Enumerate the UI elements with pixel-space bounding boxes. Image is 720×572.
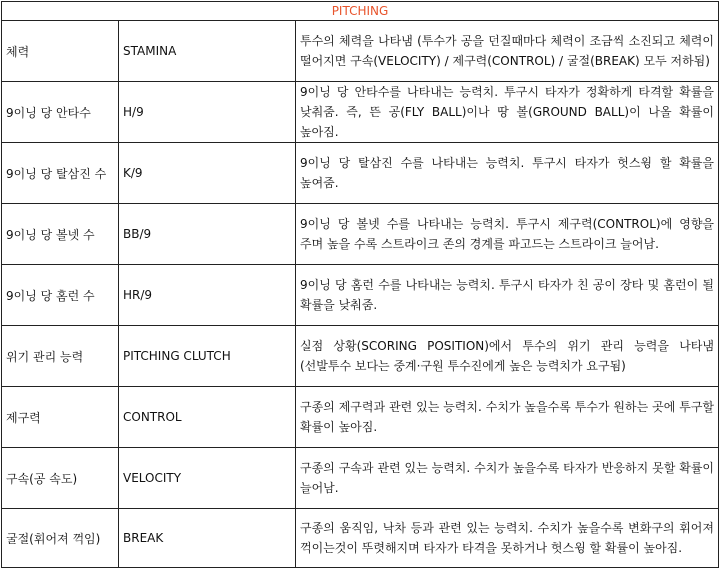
stat-name: 구속(공 속도) bbox=[2, 448, 119, 509]
table-row bbox=[2, 82, 719, 143]
stat-name: 체력 bbox=[2, 21, 119, 82]
stat-name: 9이닝 당 볼넷 수 bbox=[2, 204, 119, 265]
stat-name: 위기 관리 능력 bbox=[2, 326, 119, 387]
stat-description: 구종의 움직임, 낙차 등과 관련 있는 능력치. 수치가 높을수록 변화구의 휘어져 꺽이는것이 뚜렷해지며 타자가 타격을 못하거나 헛스윙 할 확률이 높아짐. bbox=[296, 509, 719, 568]
table-title: PITCHING bbox=[2, 2, 719, 21]
stat-code: VELOCITY bbox=[119, 448, 296, 509]
table-row bbox=[2, 204, 719, 265]
stat-description: 실점 상황(SCORING POSITION)에서 투수의 위기 관리 능력을 나타냄 (선발투수 보다는 중계·구원 투수진에게 높은 능력치가 요구됨) bbox=[296, 326, 719, 387]
table-row bbox=[2, 509, 719, 568]
table-row bbox=[2, 326, 719, 387]
stat-code: BREAK bbox=[119, 509, 296, 568]
stat-description: 구종의 구속과 관련 있는 능력치. 수치가 높을수록 타자가 반응하지 못할 확률이 늘어남. bbox=[296, 448, 719, 509]
table-row bbox=[2, 21, 719, 82]
stat-code: H/9 bbox=[119, 82, 296, 143]
stat-code: CONTROL bbox=[119, 387, 296, 448]
stat-description: 투수의 체력을 나타냄 (투수가 공을 던질때마다 체력이 조금씩 소진되고 체력이 떨어지면 구속(VELOCITY) / 제구력(CONTROL) / 굴절(BREAK) 모두 저하됨) bbox=[296, 21, 719, 82]
stat-code: STAMINA bbox=[119, 21, 296, 82]
stat-name: 9이닝 당 홈런 수 bbox=[2, 265, 119, 326]
stat-name: 9이닝 당 안타수 bbox=[2, 82, 119, 143]
stat-description: 9이닝 당 안타수를 나타내는 능력치. 투구시 타자가 정확하게 타격할 확률을 낮춰줌. 즉, 뜬 공(FLY BALL)이나 땅 볼(GROUND BALL)이 나올 확률이 높아짐. bbox=[296, 82, 719, 143]
stat-name: 굴절(휘어져 꺽임) bbox=[2, 509, 119, 568]
stat-code: K/9 bbox=[119, 143, 296, 204]
stat-description: 구종의 제구력과 관련 있는 능력치. 수치가 높을수록 투수가 원하는 곳에 투구할 확률이 높아짐. bbox=[296, 387, 719, 448]
table-row bbox=[2, 387, 719, 448]
pitching-table bbox=[1, 1, 719, 568]
stat-name: 제구력 bbox=[2, 387, 119, 448]
stat-code: BB/9 bbox=[119, 204, 296, 265]
stat-description: 9이닝 당 탈삼진 수를 나타내는 능력치. 투구시 타자가 헛스윙 할 확률을 높여줌. bbox=[296, 143, 719, 204]
stat-description: 9이닝 당 홈런 수를 나타내는 능력치. 투구시 타자가 친 공이 장타 및 홈런이 될 확률을 낮춰줌. bbox=[296, 265, 719, 326]
table-row bbox=[2, 448, 719, 509]
stat-description: 9이닝 당 볼넷 수를 나타내는 능력치. 투구시 제구력(CONTROL)에 영향을 주며 높을 수록 스트라이크 존의 경계를 파고드는 스트라이크 늘어남. bbox=[296, 204, 719, 265]
stat-code: PITCHING CLUTCH bbox=[119, 326, 296, 387]
stat-code: HR/9 bbox=[119, 265, 296, 326]
stat-name: 9이닝 당 탈삼진 수 bbox=[2, 143, 119, 204]
table-row bbox=[2, 143, 719, 204]
table-row bbox=[2, 265, 719, 326]
